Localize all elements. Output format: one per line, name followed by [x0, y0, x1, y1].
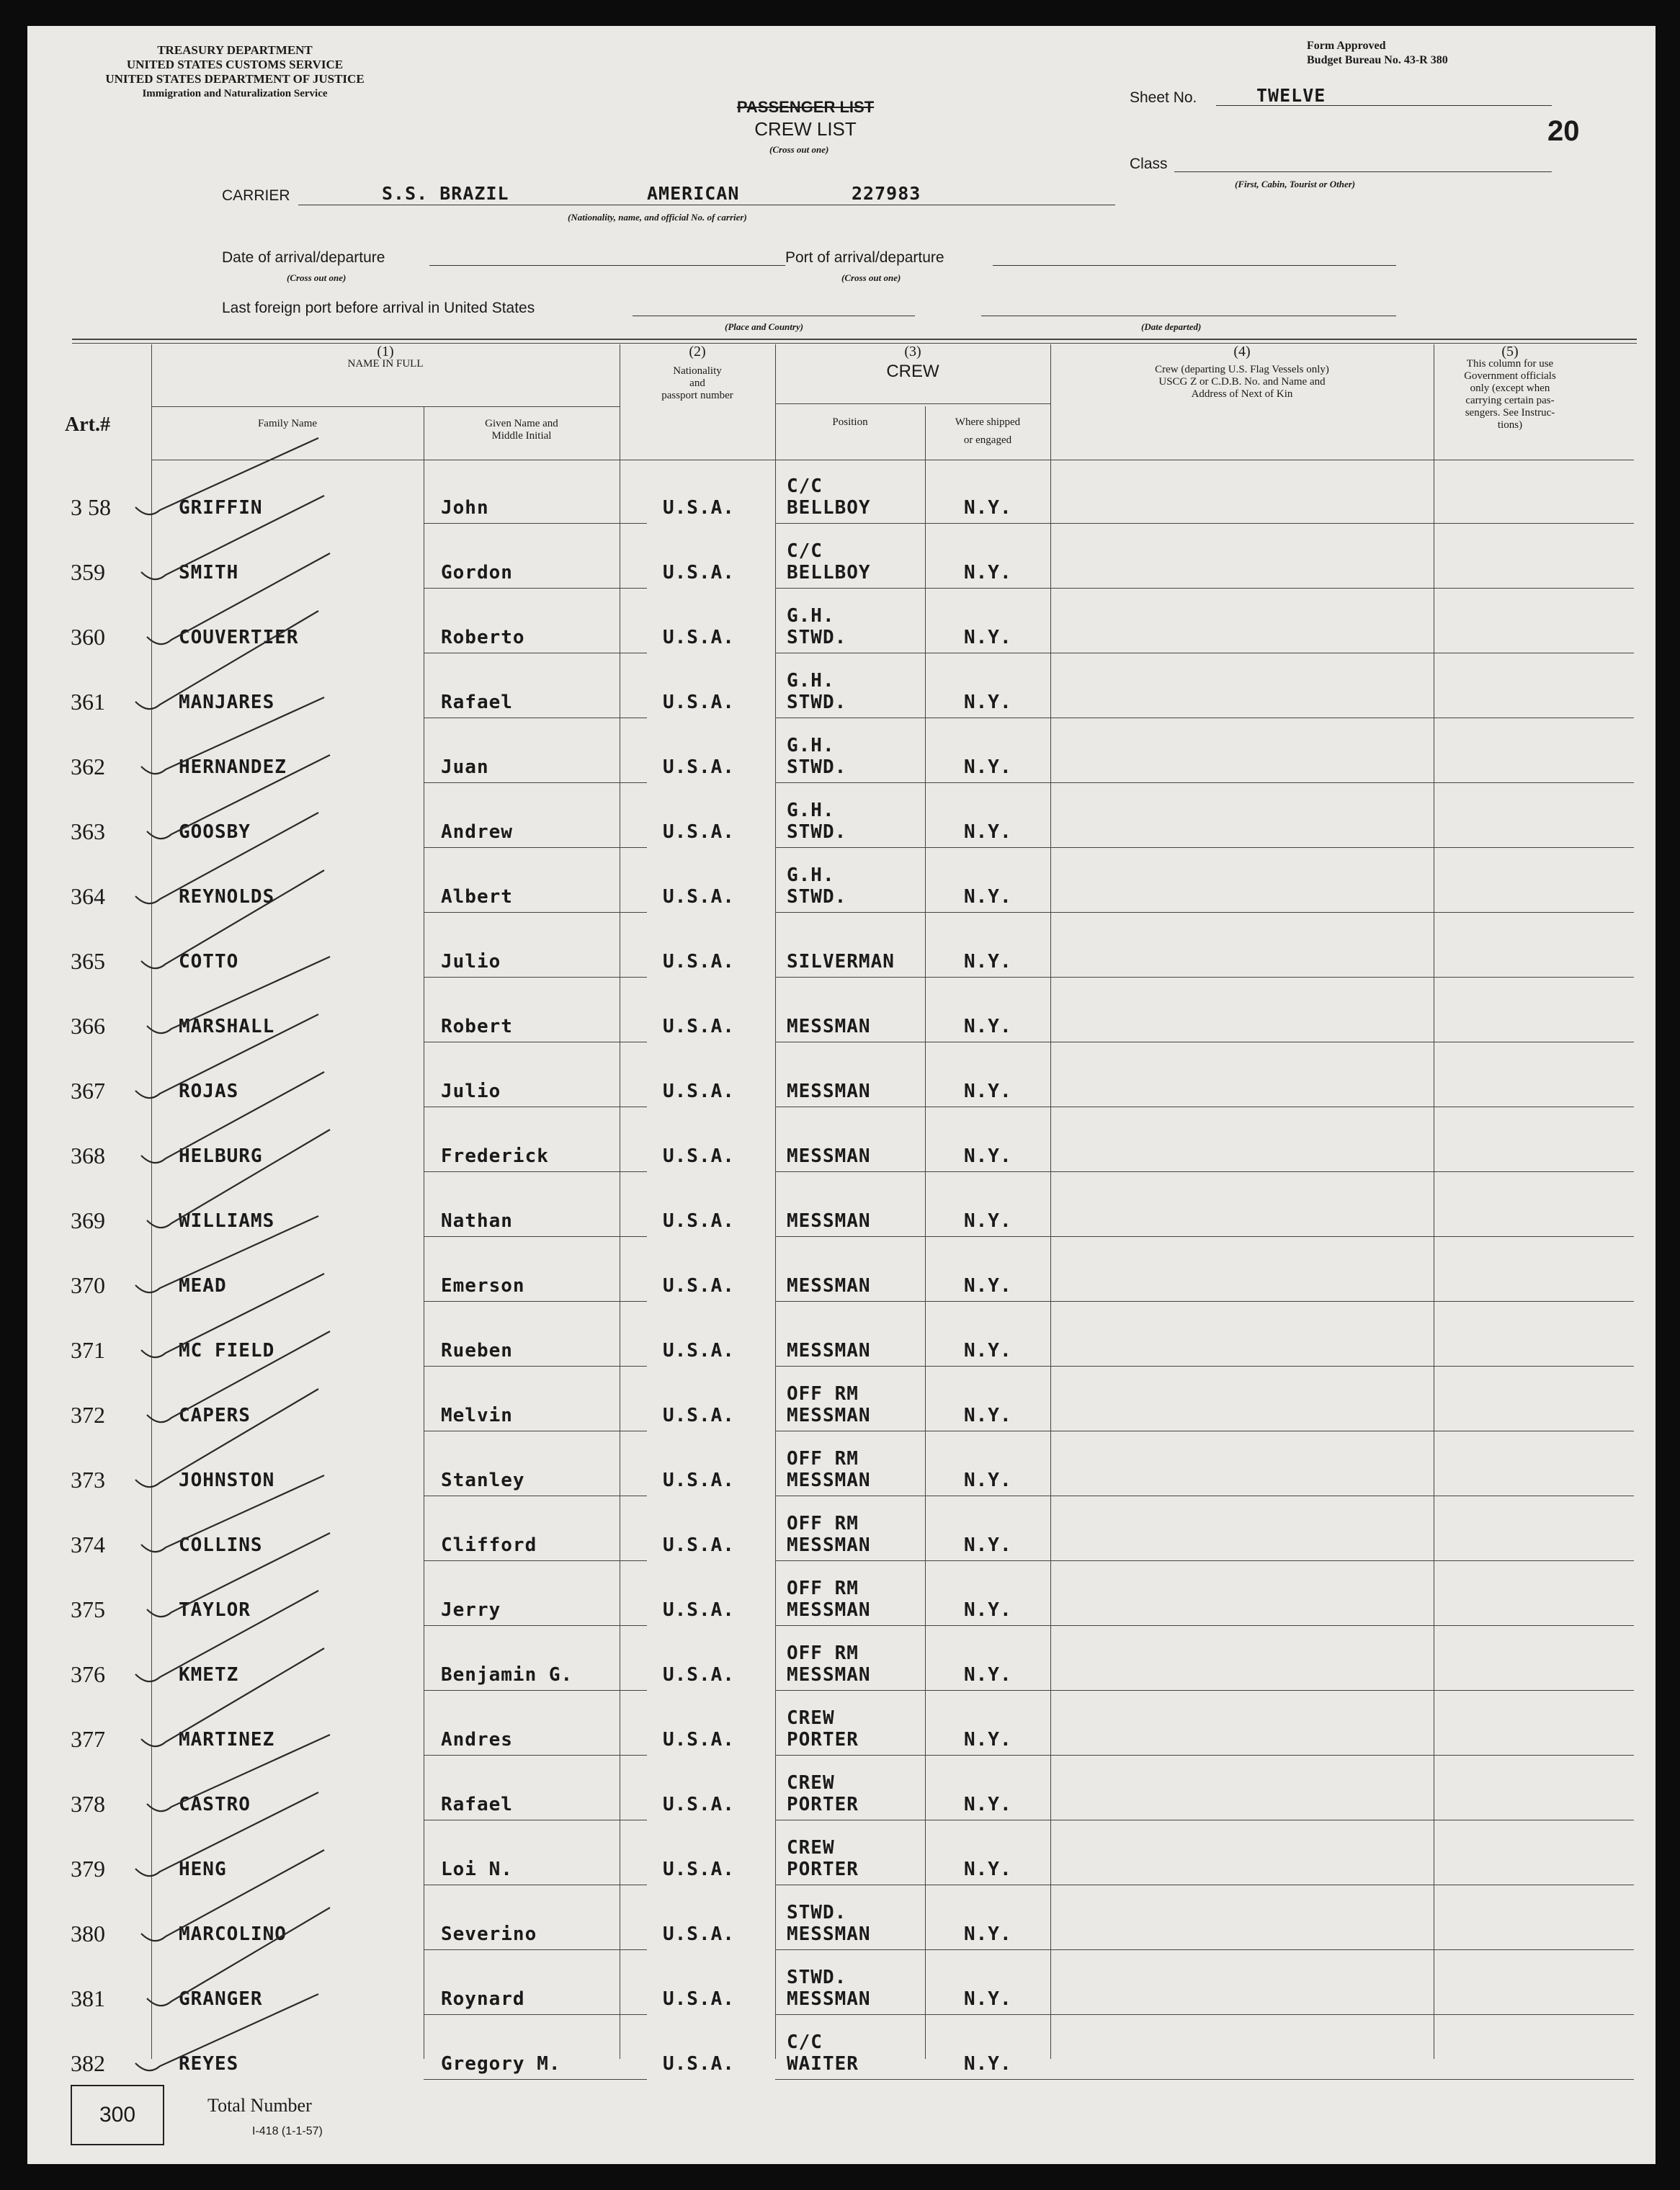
art-number-heading: Art.#: [65, 414, 110, 436]
title-cross-note: (Cross out one): [769, 144, 829, 155]
position-line-1: OFF RM: [787, 1448, 859, 1470]
art-number: 379: [71, 1856, 105, 1882]
form-approved-text: Form Approved: [1307, 40, 1386, 52]
position-line-1: C/C: [787, 2032, 823, 2053]
given-name: Andres: [441, 1729, 513, 1751]
nationality: U.S.A.: [663, 1794, 735, 1815]
nationality: U.S.A.: [663, 1145, 735, 1167]
where-shipped: N.Y.: [964, 756, 1012, 778]
family-name: CASTRO: [179, 1794, 251, 1815]
position-line-1: G.H.: [787, 670, 835, 692]
position-line-1: G.H.: [787, 605, 835, 627]
crew-list-document: [27, 26, 1656, 2164]
art-number: 378: [71, 1791, 105, 1817]
check-mark: [141, 1475, 324, 1552]
art-number: 361: [71, 689, 105, 715]
page-title: CREW LIST: [754, 118, 857, 140]
given-name: Benjamin G.: [441, 1664, 573, 1686]
col1-heading: (1) NAME IN FULL: [347, 344, 424, 370]
position-line-1: CREW: [787, 1837, 835, 1859]
given-name: Gordon: [441, 562, 513, 584]
art-number: 363: [71, 818, 105, 844]
place-note: (Place and Country): [725, 321, 804, 332]
where-shipped: N.Y.: [964, 2053, 1012, 2075]
art-number: 364: [71, 883, 105, 909]
art-number: 366: [71, 1013, 105, 1039]
family-name: MC FIELD: [179, 1340, 275, 1362]
nationality: U.S.A.: [663, 1729, 735, 1751]
given-name: Nathan: [441, 1210, 513, 1232]
art-number: 374: [71, 1532, 105, 1557]
nationality: U.S.A.: [663, 821, 735, 843]
nationality: U.S.A.: [663, 1664, 735, 1686]
family-name: COUVERTIER: [179, 627, 299, 648]
col2-heading: (2) Nationality and passport number: [661, 344, 733, 401]
nationality: U.S.A.: [663, 1081, 735, 1102]
carrier-name: S.S. BRAZIL: [382, 183, 509, 204]
art-number: 372: [71, 1402, 105, 1428]
given-name: Robert: [441, 1016, 513, 1037]
where-shipped: N.Y.: [964, 1210, 1012, 1232]
position-line-2: PORTER: [787, 1729, 859, 1751]
given-name: Emerson: [441, 1275, 525, 1297]
position-line-2: STWD.: [787, 821, 847, 843]
family-name: GRIFFIN: [179, 497, 263, 519]
where-shipped: N.Y.: [964, 1275, 1012, 1297]
sheet-label: Sheet No.: [1130, 89, 1197, 106]
position-line-2: MESSMAN: [787, 1664, 871, 1686]
check-mark: [135, 438, 318, 514]
position-heading: Position: [832, 416, 868, 428]
agency-line: UNITED STATES DEPARTMENT OF JUSTICE: [105, 72, 365, 86]
date-note: (Cross out one): [287, 272, 347, 283]
check-mark: [141, 697, 324, 774]
nationality: U.S.A.: [663, 886, 735, 908]
col5-heading: (5) This column for use Government officials only (except when carrying certain pas- sengers. See Instruc- tions): [1464, 344, 1556, 431]
given-name: Gregory M.: [441, 2053, 561, 2075]
position-line-1: CREW: [787, 1707, 835, 1729]
family-name: ROJAS: [179, 1081, 239, 1102]
check-mark: [141, 1274, 324, 1357]
where-shipped: N.Y.: [964, 1340, 1012, 1362]
position-line-1: OFF RM: [787, 1642, 859, 1664]
col3-heading: (3) CREW: [886, 344, 939, 381]
form-id: I-418 (1-1-57): [252, 2125, 323, 2137]
art-number: 365: [71, 948, 105, 974]
where-shipped: N.Y.: [964, 1534, 1012, 1556]
family-name: REYES: [179, 2053, 239, 2075]
position-line-2: BELLBOY: [787, 562, 871, 584]
check-mark: [135, 611, 318, 709]
position-line-2: MESSMAN: [787, 1210, 871, 1232]
port-note: (Cross out one): [841, 272, 901, 283]
sheet-value: TWELVE: [1256, 85, 1326, 106]
position-line-2: PORTER: [787, 1794, 859, 1815]
given-name: Roynard: [441, 1988, 525, 2010]
art-number: 369: [71, 1207, 105, 1233]
check-mark: [147, 1130, 330, 1228]
check-mark: [147, 1331, 330, 1422]
art-number: 375: [71, 1596, 105, 1622]
nationality: U.S.A.: [663, 692, 735, 713]
where-shipped: N.Y.: [964, 1081, 1012, 1102]
where-shipped: N.Y.: [964, 1470, 1012, 1491]
where-shipped: N.Y.: [964, 1664, 1012, 1686]
position-line-2: MESSMAN: [787, 1275, 871, 1297]
nationality: U.S.A.: [663, 756, 735, 778]
family-name: MANJARES: [179, 692, 275, 713]
nationality: U.S.A.: [663, 1534, 735, 1556]
check-mark: [135, 1389, 318, 1487]
check-mark: [147, 1908, 330, 2006]
nationality: U.S.A.: [663, 497, 735, 519]
family-name: HENG: [179, 1859, 227, 1880]
family-name: MEAD: [179, 1275, 227, 1297]
family-name: JOHNSTON: [179, 1470, 275, 1491]
where-shipped: N.Y.: [964, 1988, 1012, 2010]
check-mark: [147, 553, 330, 644]
given-name: Melvin: [441, 1405, 513, 1426]
family-name: WILLIAMS: [179, 1210, 275, 1232]
art-number: 376: [71, 1661, 105, 1687]
carrier-note: (Nationality, name, and official No. of carrier): [568, 212, 747, 223]
nationality: U.S.A.: [663, 2053, 735, 2075]
art-number: 373: [71, 1467, 105, 1493]
given-name: Loi N.: [441, 1859, 513, 1880]
art-number: 377: [71, 1726, 105, 1752]
position-line-2: PORTER: [787, 1859, 859, 1880]
given-name: Albert: [441, 886, 513, 908]
family-name: CAPERS: [179, 1405, 251, 1426]
art-number: 368: [71, 1143, 105, 1168]
given-name: Jerry: [441, 1599, 501, 1621]
position-line-1: C/C: [787, 540, 823, 562]
position-line-1: STWD.: [787, 1967, 847, 1988]
where-shipped: N.Y.: [964, 886, 1012, 908]
art-number: 367: [71, 1078, 105, 1104]
class-note: (First, Cabin, Tourist or Other): [1235, 179, 1356, 189]
budget-bureau-text: Budget Bureau No. 43-R 380: [1307, 54, 1448, 66]
given-name: Julio: [441, 951, 501, 973]
port-label: Port of arrival/departure: [785, 249, 944, 266]
where-shipped: N.Y.: [964, 1016, 1012, 1037]
art-number: 3 58: [71, 494, 111, 520]
position-line-2: MESSMAN: [787, 1988, 871, 2010]
family-name: SMITH: [179, 562, 239, 584]
family-name: TAYLOR: [179, 1599, 251, 1621]
family-name: COTTO: [179, 951, 239, 973]
position-line-2: MESSMAN: [787, 1923, 871, 1945]
given-name: Roberto: [441, 627, 525, 648]
position-line-2: STWD.: [787, 692, 847, 713]
family-name: MARSHALL: [179, 1016, 275, 1037]
agency-line: TREASURY DEPARTMENT: [157, 43, 313, 57]
art-number: 359: [71, 559, 105, 585]
family-name: MARCOLINO: [179, 1923, 287, 1945]
art-number: 370: [71, 1272, 105, 1298]
position-line-2: MESSMAN: [787, 1470, 871, 1491]
family-name: GOOSBY: [179, 821, 251, 843]
position-line-1: STWD.: [787, 1902, 847, 1923]
nationality: U.S.A.: [663, 1016, 735, 1037]
given-name: Rafael: [441, 692, 513, 713]
date-departed-note: (Date departed): [1141, 321, 1202, 332]
nationality: U.S.A.: [663, 1470, 735, 1491]
position-line-2: WAITER: [787, 2053, 859, 2075]
given-name-heading: Given Name and Middle Initial: [485, 418, 558, 442]
family-name: HELBURG: [179, 1145, 263, 1167]
carrier-nationality: AMERICAN: [647, 183, 740, 204]
check-mark: [141, 870, 324, 968]
family-name: KMETZ: [179, 1664, 239, 1686]
position-line-2: MESSMAN: [787, 1599, 871, 1621]
where-shipped: N.Y.: [964, 497, 1012, 519]
position-line-1: G.H.: [787, 864, 835, 886]
position-line-1: OFF RM: [787, 1578, 859, 1599]
given-name: Rueben: [441, 1340, 513, 1362]
position-line-2: MESSMAN: [787, 1016, 871, 1037]
where-shipped: N.Y.: [964, 1859, 1012, 1880]
position-line-2: MESSMAN: [787, 1145, 871, 1167]
check-mark: [135, 1014, 318, 1098]
art-number: 360: [71, 624, 105, 650]
nationality: U.S.A.: [663, 1988, 735, 2010]
given-name: Clifford: [441, 1534, 537, 1556]
check-mark: [141, 1648, 324, 1746]
nationality: U.S.A.: [663, 1859, 735, 1880]
position-line-2: SILVERMAN: [787, 951, 895, 973]
position-line-1: OFF RM: [787, 1383, 859, 1405]
nationality: U.S.A.: [663, 1275, 735, 1297]
check-mark: [135, 1792, 318, 1876]
agency-line: Immigration and Naturalization Service: [142, 88, 328, 99]
page-number: 20: [1547, 115, 1580, 147]
position-line-1: OFF RM: [787, 1513, 859, 1534]
handwritten-check-marks: [27, 26, 1656, 2164]
carrier-number: 227983: [852, 183, 921, 204]
nationality: U.S.A.: [663, 562, 735, 584]
position-line-2: MESSMAN: [787, 1405, 871, 1426]
given-name: Severino: [441, 1923, 537, 1945]
agency-line: UNITED STATES CUSTOMS SERVICE: [126, 58, 344, 71]
position-line-2: MESSMAN: [787, 1081, 871, 1102]
total-number-box: 300: [71, 2085, 164, 2145]
position-line-2: BELLBOY: [787, 497, 871, 519]
date-label: Date of arrival/departure: [222, 249, 385, 266]
given-name: Frederick: [441, 1145, 549, 1167]
position-line-1: CREW: [787, 1772, 835, 1794]
where-shipped: N.Y.: [964, 627, 1012, 648]
position-line-2: MESSMAN: [787, 1534, 871, 1556]
nationality: U.S.A.: [663, 1340, 735, 1362]
where-shipped: N.Y.: [964, 1599, 1012, 1621]
family-name: REYNOLDS: [179, 886, 275, 908]
nationality: U.S.A.: [663, 1923, 735, 1945]
col4-heading: (4) Crew (departing U.S. Flag Vessels only) USCG Z or C.D.B. No. and Name and Address of Next of Kin: [1155, 344, 1329, 400]
position-line-1: C/C: [787, 475, 823, 497]
art-number: 362: [71, 754, 105, 779]
family-name: HERNANDEZ: [179, 756, 287, 778]
position-line-2: STWD.: [787, 886, 847, 908]
where-shipped: N.Y.: [964, 692, 1012, 713]
family-name: MARTINEZ: [179, 1729, 275, 1751]
given-name: Stanley: [441, 1470, 525, 1491]
total-number-label: Total Number: [207, 2095, 312, 2116]
family-name-heading: Family Name: [257, 418, 318, 429]
title-struck: PASSENGER LIST: [736, 98, 875, 116]
nationality: U.S.A.: [663, 1210, 735, 1232]
art-number: 381: [71, 1985, 105, 2011]
carrier-label: CARRIER: [222, 187, 290, 204]
given-name: Juan: [441, 756, 489, 778]
where-shipped: N.Y.: [964, 1923, 1012, 1945]
where-shipped: N.Y.: [964, 821, 1012, 843]
check-mark: [147, 755, 330, 839]
class-label: Class: [1130, 156, 1168, 172]
family-name: GRANGER: [179, 1988, 263, 2010]
art-number: 371: [71, 1337, 105, 1363]
last-port-label: Last foreign port before arrival in United States: [222, 300, 535, 316]
where-shipped: N.Y.: [964, 562, 1012, 584]
given-name: Andrew: [441, 821, 513, 843]
family-name: COLLINS: [179, 1534, 263, 1556]
nationality: U.S.A.: [663, 627, 735, 648]
position-line-1: G.H.: [787, 735, 835, 756]
where-shipped: N.Y.: [964, 1145, 1012, 1167]
shipped-heading: Where shipped or engaged: [955, 416, 1021, 446]
position-line-1: G.H.: [787, 800, 835, 821]
nationality: U.S.A.: [663, 1405, 735, 1426]
nationality: U.S.A.: [663, 951, 735, 973]
given-name: Julio: [441, 1081, 501, 1102]
where-shipped: N.Y.: [964, 951, 1012, 973]
position-line-2: STWD.: [787, 756, 847, 778]
position-line-2: MESSMAN: [787, 1340, 871, 1362]
where-shipped: N.Y.: [964, 1405, 1012, 1426]
given-name: Rafael: [441, 1794, 513, 1815]
where-shipped: N.Y.: [964, 1729, 1012, 1751]
position-line-2: STWD.: [787, 627, 847, 648]
where-shipped: N.Y.: [964, 1794, 1012, 1815]
given-name: John: [441, 497, 489, 519]
check-mark: [147, 1533, 330, 1617]
art-number: 382: [71, 2050, 105, 2076]
check-mark: [141, 496, 324, 579]
art-number: 380: [71, 1921, 105, 1947]
nationality: U.S.A.: [663, 1599, 735, 1621]
